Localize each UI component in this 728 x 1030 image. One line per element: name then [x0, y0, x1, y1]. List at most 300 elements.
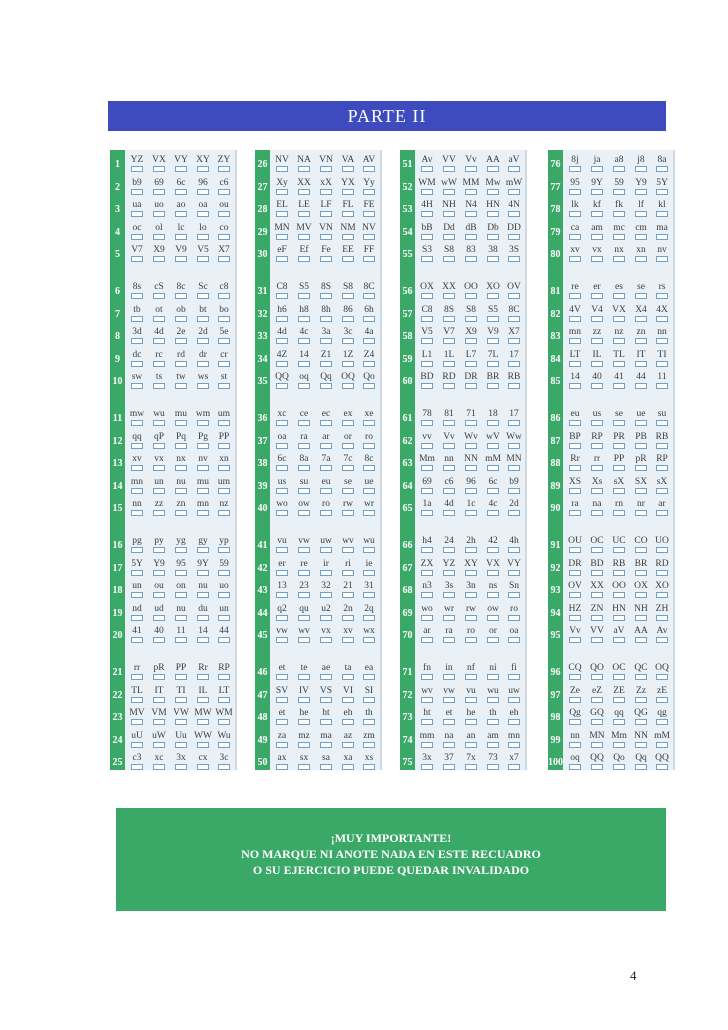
answer-checkbox[interactable]	[218, 383, 230, 389]
answer-checkbox[interactable]	[656, 383, 668, 389]
answer-checkbox[interactable]	[276, 420, 288, 426]
answer-checkbox[interactable]	[656, 615, 668, 621]
answer-checkbox[interactable]	[569, 338, 581, 344]
answer-checkbox[interactable]	[421, 316, 433, 322]
answer-checkbox[interactable]	[613, 615, 625, 621]
answer-checkbox[interactable]	[153, 637, 165, 643]
answer-checkbox[interactable]	[465, 234, 477, 240]
answer-checkbox[interactable]	[569, 570, 581, 576]
answer-checkbox[interactable]	[276, 211, 288, 217]
answer-checkbox[interactable]	[591, 547, 603, 553]
answer-checkbox[interactable]	[131, 293, 143, 299]
answer-checkbox[interactable]	[591, 338, 603, 344]
answer-checkbox[interactable]	[131, 637, 143, 643]
answer-checkbox[interactable]	[363, 443, 375, 449]
answer-checkbox[interactable]	[569, 189, 581, 195]
answer-checkbox[interactable]	[218, 592, 230, 598]
answer-checkbox[interactable]	[465, 420, 477, 426]
answer-checkbox[interactable]	[656, 234, 668, 240]
answer-checkbox[interactable]	[443, 615, 455, 621]
answer-checkbox[interactable]	[342, 719, 354, 725]
answer-checkbox[interactable]	[276, 465, 288, 471]
answer-checkbox[interactable]	[569, 764, 581, 770]
answer-checkbox[interactable]	[131, 488, 143, 494]
answer-checkbox[interactable]	[508, 547, 520, 553]
answer-checkbox[interactable]	[298, 443, 310, 449]
answer-checkbox[interactable]	[218, 547, 230, 553]
answer-checkbox[interactable]	[131, 742, 143, 748]
answer-checkbox[interactable]	[175, 674, 187, 680]
answer-checkbox[interactable]	[298, 615, 310, 621]
answer-checkbox[interactable]	[487, 338, 499, 344]
answer-checkbox[interactable]	[635, 488, 647, 494]
answer-checkbox[interactable]	[591, 570, 603, 576]
answer-checkbox[interactable]	[421, 420, 433, 426]
answer-checkbox[interactable]	[635, 443, 647, 449]
answer-checkbox[interactable]	[591, 488, 603, 494]
answer-checkbox[interactable]	[218, 338, 230, 344]
answer-checkbox[interactable]	[363, 256, 375, 262]
answer-checkbox[interactable]	[656, 338, 668, 344]
answer-checkbox[interactable]	[656, 719, 668, 725]
answer-checkbox[interactable]	[153, 719, 165, 725]
answer-checkbox[interactable]	[320, 211, 332, 217]
answer-checkbox[interactable]	[635, 742, 647, 748]
answer-checkbox[interactable]	[298, 465, 310, 471]
answer-checkbox[interactable]	[569, 637, 581, 643]
answer-checkbox[interactable]	[363, 719, 375, 725]
answer-checkbox[interactable]	[569, 166, 581, 172]
answer-checkbox[interactable]	[635, 256, 647, 262]
answer-checkbox[interactable]	[421, 615, 433, 621]
answer-checkbox[interactable]	[175, 234, 187, 240]
answer-checkbox[interactable]	[421, 570, 433, 576]
answer-checkbox[interactable]	[508, 338, 520, 344]
answer-checkbox[interactable]	[591, 166, 603, 172]
answer-checkbox[interactable]	[569, 615, 581, 621]
answer-checkbox[interactable]	[298, 488, 310, 494]
answer-checkbox[interactable]	[508, 211, 520, 217]
answer-checkbox[interactable]	[613, 443, 625, 449]
answer-checkbox[interactable]	[465, 256, 477, 262]
answer-checkbox[interactable]	[421, 338, 433, 344]
answer-checkbox[interactable]	[487, 488, 499, 494]
answer-checkbox[interactable]	[508, 166, 520, 172]
answer-checkbox[interactable]	[175, 488, 187, 494]
answer-checkbox[interactable]	[613, 256, 625, 262]
answer-checkbox[interactable]	[591, 615, 603, 621]
answer-checkbox[interactable]	[131, 189, 143, 195]
answer-checkbox[interactable]	[298, 719, 310, 725]
answer-checkbox[interactable]	[218, 443, 230, 449]
answer-checkbox[interactable]	[342, 637, 354, 643]
answer-checkbox[interactable]	[218, 742, 230, 748]
answer-checkbox[interactable]	[342, 316, 354, 322]
answer-checkbox[interactable]	[298, 256, 310, 262]
answer-checkbox[interactable]	[153, 256, 165, 262]
answer-checkbox[interactable]	[613, 420, 625, 426]
answer-checkbox[interactable]	[342, 443, 354, 449]
answer-checkbox[interactable]	[487, 316, 499, 322]
answer-checkbox[interactable]	[591, 674, 603, 680]
answer-checkbox[interactable]	[487, 697, 499, 703]
answer-checkbox[interactable]	[465, 510, 477, 516]
answer-checkbox[interactable]	[298, 234, 310, 240]
answer-checkbox[interactable]	[613, 189, 625, 195]
answer-checkbox[interactable]	[342, 488, 354, 494]
answer-checkbox[interactable]	[276, 443, 288, 449]
answer-checkbox[interactable]	[635, 234, 647, 240]
answer-checkbox[interactable]	[342, 293, 354, 299]
answer-checkbox[interactable]	[175, 615, 187, 621]
answer-checkbox[interactable]	[635, 293, 647, 299]
answer-checkbox[interactable]	[131, 383, 143, 389]
answer-checkbox[interactable]	[508, 510, 520, 516]
answer-checkbox[interactable]	[656, 697, 668, 703]
answer-checkbox[interactable]	[421, 443, 433, 449]
answer-checkbox[interactable]	[197, 615, 209, 621]
answer-checkbox[interactable]	[656, 488, 668, 494]
answer-checkbox[interactable]	[443, 592, 455, 598]
answer-checkbox[interactable]	[175, 697, 187, 703]
answer-checkbox[interactable]	[443, 256, 455, 262]
answer-checkbox[interactable]	[591, 719, 603, 725]
answer-checkbox[interactable]	[363, 293, 375, 299]
answer-checkbox[interactable]	[613, 764, 625, 770]
answer-checkbox[interactable]	[320, 510, 332, 516]
answer-checkbox[interactable]	[320, 488, 332, 494]
answer-checkbox[interactable]	[342, 764, 354, 770]
answer-checkbox[interactable]	[569, 510, 581, 516]
answer-checkbox[interactable]	[591, 465, 603, 471]
answer-checkbox[interactable]	[342, 547, 354, 553]
answer-checkbox[interactable]	[153, 189, 165, 195]
answer-checkbox[interactable]	[635, 420, 647, 426]
answer-checkbox[interactable]	[276, 742, 288, 748]
answer-checkbox[interactable]	[465, 742, 477, 748]
answer-checkbox[interactable]	[131, 592, 143, 598]
answer-checkbox[interactable]	[153, 615, 165, 621]
answer-checkbox[interactable]	[218, 256, 230, 262]
answer-checkbox[interactable]	[175, 547, 187, 553]
answer-checkbox[interactable]	[569, 465, 581, 471]
answer-checkbox[interactable]	[298, 742, 310, 748]
answer-checkbox[interactable]	[197, 592, 209, 598]
answer-checkbox[interactable]	[131, 465, 143, 471]
answer-checkbox[interactable]	[342, 465, 354, 471]
answer-checkbox[interactable]	[363, 189, 375, 195]
answer-checkbox[interactable]	[276, 338, 288, 344]
answer-checkbox[interactable]	[487, 211, 499, 217]
answer-checkbox[interactable]	[175, 256, 187, 262]
answer-checkbox[interactable]	[465, 592, 477, 598]
answer-checkbox[interactable]	[656, 547, 668, 553]
answer-checkbox[interactable]	[487, 166, 499, 172]
answer-checkbox[interactable]	[175, 293, 187, 299]
answer-checkbox[interactable]	[443, 316, 455, 322]
answer-checkbox[interactable]	[591, 510, 603, 516]
answer-checkbox[interactable]	[569, 443, 581, 449]
answer-checkbox[interactable]	[421, 293, 433, 299]
answer-checkbox[interactable]	[363, 570, 375, 576]
answer-checkbox[interactable]	[487, 570, 499, 576]
answer-checkbox[interactable]	[175, 570, 187, 576]
answer-checkbox[interactable]	[175, 211, 187, 217]
answer-checkbox[interactable]	[298, 547, 310, 553]
answer-checkbox[interactable]	[342, 615, 354, 621]
answer-checkbox[interactable]	[320, 742, 332, 748]
answer-checkbox[interactable]	[591, 592, 603, 598]
answer-checkbox[interactable]	[175, 166, 187, 172]
answer-checkbox[interactable]	[131, 234, 143, 240]
answer-checkbox[interactable]	[613, 719, 625, 725]
answer-checkbox[interactable]	[342, 211, 354, 217]
answer-checkbox[interactable]	[591, 764, 603, 770]
answer-checkbox[interactable]	[508, 615, 520, 621]
answer-checkbox[interactable]	[218, 293, 230, 299]
answer-checkbox[interactable]	[635, 211, 647, 217]
answer-checkbox[interactable]	[197, 361, 209, 367]
answer-checkbox[interactable]	[656, 189, 668, 195]
answer-checkbox[interactable]	[342, 697, 354, 703]
answer-checkbox[interactable]	[465, 361, 477, 367]
answer-checkbox[interactable]	[131, 674, 143, 680]
answer-checkbox[interactable]	[276, 547, 288, 553]
answer-checkbox[interactable]	[421, 189, 433, 195]
answer-checkbox[interactable]	[153, 764, 165, 770]
answer-checkbox[interactable]	[342, 570, 354, 576]
answer-checkbox[interactable]	[342, 383, 354, 389]
answer-checkbox[interactable]	[218, 166, 230, 172]
answer-checkbox[interactable]	[443, 234, 455, 240]
answer-checkbox[interactable]	[175, 361, 187, 367]
answer-checkbox[interactable]	[197, 742, 209, 748]
answer-checkbox[interactable]	[421, 383, 433, 389]
answer-checkbox[interactable]	[635, 674, 647, 680]
answer-checkbox[interactable]	[153, 166, 165, 172]
answer-checkbox[interactable]	[131, 547, 143, 553]
answer-checkbox[interactable]	[487, 615, 499, 621]
answer-checkbox[interactable]	[443, 488, 455, 494]
answer-checkbox[interactable]	[363, 420, 375, 426]
answer-checkbox[interactable]	[342, 742, 354, 748]
answer-checkbox[interactable]	[508, 361, 520, 367]
answer-checkbox[interactable]	[591, 637, 603, 643]
answer-checkbox[interactable]	[443, 674, 455, 680]
answer-checkbox[interactable]	[131, 697, 143, 703]
answer-checkbox[interactable]	[508, 234, 520, 240]
answer-checkbox[interactable]	[153, 293, 165, 299]
answer-checkbox[interactable]	[591, 234, 603, 240]
answer-checkbox[interactable]	[508, 637, 520, 643]
answer-checkbox[interactable]	[175, 338, 187, 344]
answer-checkbox[interactable]	[613, 383, 625, 389]
answer-checkbox[interactable]	[613, 316, 625, 322]
answer-checkbox[interactable]	[218, 488, 230, 494]
answer-checkbox[interactable]	[276, 234, 288, 240]
answer-checkbox[interactable]	[298, 383, 310, 389]
answer-checkbox[interactable]	[443, 510, 455, 516]
answer-checkbox[interactable]	[487, 293, 499, 299]
answer-checkbox[interactable]	[656, 361, 668, 367]
answer-checkbox[interactable]	[613, 674, 625, 680]
answer-checkbox[interactable]	[320, 719, 332, 725]
answer-checkbox[interactable]	[153, 488, 165, 494]
answer-checkbox[interactable]	[591, 361, 603, 367]
answer-checkbox[interactable]	[276, 316, 288, 322]
answer-checkbox[interactable]	[298, 420, 310, 426]
answer-checkbox[interactable]	[298, 674, 310, 680]
answer-checkbox[interactable]	[320, 293, 332, 299]
answer-checkbox[interactable]	[421, 465, 433, 471]
answer-checkbox[interactable]	[591, 256, 603, 262]
answer-checkbox[interactable]	[635, 361, 647, 367]
answer-checkbox[interactable]	[276, 764, 288, 770]
answer-checkbox[interactable]	[197, 547, 209, 553]
answer-checkbox[interactable]	[487, 443, 499, 449]
answer-checkbox[interactable]	[656, 293, 668, 299]
answer-checkbox[interactable]	[487, 420, 499, 426]
answer-checkbox[interactable]	[218, 719, 230, 725]
answer-checkbox[interactable]	[363, 592, 375, 598]
answer-checkbox[interactable]	[320, 189, 332, 195]
answer-checkbox[interactable]	[613, 488, 625, 494]
answer-checkbox[interactable]	[298, 764, 310, 770]
answer-checkbox[interactable]	[298, 592, 310, 598]
answer-checkbox[interactable]	[569, 674, 581, 680]
answer-checkbox[interactable]	[153, 443, 165, 449]
answer-checkbox[interactable]	[276, 570, 288, 576]
answer-checkbox[interactable]	[363, 316, 375, 322]
answer-checkbox[interactable]	[342, 189, 354, 195]
answer-checkbox[interactable]	[487, 592, 499, 598]
answer-checkbox[interactable]	[487, 510, 499, 516]
answer-checkbox[interactable]	[487, 742, 499, 748]
answer-checkbox[interactable]	[421, 592, 433, 598]
answer-checkbox[interactable]	[656, 674, 668, 680]
answer-checkbox[interactable]	[591, 443, 603, 449]
answer-checkbox[interactable]	[465, 570, 477, 576]
answer-checkbox[interactable]	[635, 166, 647, 172]
answer-checkbox[interactable]	[218, 189, 230, 195]
answer-checkbox[interactable]	[465, 547, 477, 553]
answer-checkbox[interactable]	[363, 488, 375, 494]
answer-checkbox[interactable]	[569, 234, 581, 240]
answer-checkbox[interactable]	[153, 211, 165, 217]
answer-checkbox[interactable]	[656, 742, 668, 748]
answer-checkbox[interactable]	[131, 764, 143, 770]
answer-checkbox[interactable]	[320, 420, 332, 426]
answer-checkbox[interactable]	[342, 510, 354, 516]
answer-checkbox[interactable]	[197, 293, 209, 299]
answer-checkbox[interactable]	[443, 293, 455, 299]
answer-checkbox[interactable]	[363, 234, 375, 240]
answer-checkbox[interactable]	[465, 189, 477, 195]
answer-checkbox[interactable]	[656, 764, 668, 770]
answer-checkbox[interactable]	[465, 488, 477, 494]
answer-checkbox[interactable]	[443, 697, 455, 703]
answer-checkbox[interactable]	[197, 465, 209, 471]
answer-checkbox[interactable]	[569, 383, 581, 389]
answer-checkbox[interactable]	[320, 465, 332, 471]
answer-checkbox[interactable]	[656, 637, 668, 643]
answer-checkbox[interactable]	[342, 420, 354, 426]
answer-checkbox[interactable]	[131, 166, 143, 172]
answer-checkbox[interactable]	[218, 211, 230, 217]
answer-checkbox[interactable]	[421, 742, 433, 748]
answer-checkbox[interactable]	[197, 674, 209, 680]
answer-checkbox[interactable]	[363, 510, 375, 516]
answer-checkbox[interactable]	[197, 316, 209, 322]
answer-checkbox[interactable]	[218, 764, 230, 770]
answer-checkbox[interactable]	[131, 719, 143, 725]
answer-checkbox[interactable]	[218, 234, 230, 240]
answer-checkbox[interactable]	[153, 234, 165, 240]
answer-checkbox[interactable]	[487, 465, 499, 471]
answer-checkbox[interactable]	[635, 338, 647, 344]
answer-checkbox[interactable]	[131, 361, 143, 367]
answer-checkbox[interactable]	[443, 211, 455, 217]
answer-checkbox[interactable]	[320, 615, 332, 621]
answer-checkbox[interactable]	[656, 510, 668, 516]
answer-checkbox[interactable]	[298, 510, 310, 516]
answer-checkbox[interactable]	[635, 697, 647, 703]
answer-checkbox[interactable]	[508, 293, 520, 299]
answer-checkbox[interactable]	[298, 361, 310, 367]
answer-checkbox[interactable]	[613, 361, 625, 367]
answer-checkbox[interactable]	[421, 488, 433, 494]
answer-checkbox[interactable]	[175, 465, 187, 471]
answer-checkbox[interactable]	[465, 293, 477, 299]
answer-checkbox[interactable]	[363, 166, 375, 172]
answer-checkbox[interactable]	[465, 166, 477, 172]
answer-checkbox[interactable]	[443, 189, 455, 195]
answer-checkbox[interactable]	[443, 361, 455, 367]
answer-checkbox[interactable]	[465, 697, 477, 703]
answer-checkbox[interactable]	[363, 211, 375, 217]
answer-checkbox[interactable]	[443, 719, 455, 725]
answer-checkbox[interactable]	[656, 420, 668, 426]
answer-checkbox[interactable]	[342, 256, 354, 262]
answer-checkbox[interactable]	[320, 674, 332, 680]
answer-checkbox[interactable]	[487, 234, 499, 240]
answer-checkbox[interactable]	[320, 256, 332, 262]
answer-checkbox[interactable]	[276, 719, 288, 725]
answer-checkbox[interactable]	[569, 592, 581, 598]
answer-checkbox[interactable]	[276, 488, 288, 494]
answer-checkbox[interactable]	[487, 637, 499, 643]
answer-checkbox[interactable]	[298, 570, 310, 576]
answer-checkbox[interactable]	[197, 510, 209, 516]
answer-checkbox[interactable]	[591, 316, 603, 322]
answer-checkbox[interactable]	[218, 615, 230, 621]
answer-checkbox[interactable]	[613, 166, 625, 172]
answer-checkbox[interactable]	[131, 256, 143, 262]
answer-checkbox[interactable]	[613, 697, 625, 703]
answer-checkbox[interactable]	[465, 674, 477, 680]
answer-checkbox[interactable]	[197, 764, 209, 770]
answer-checkbox[interactable]	[131, 338, 143, 344]
answer-checkbox[interactable]	[342, 338, 354, 344]
answer-checkbox[interactable]	[465, 615, 477, 621]
answer-checkbox[interactable]	[175, 764, 187, 770]
answer-checkbox[interactable]	[569, 293, 581, 299]
answer-checkbox[interactable]	[276, 293, 288, 299]
answer-checkbox[interactable]	[613, 510, 625, 516]
answer-checkbox[interactable]	[131, 443, 143, 449]
answer-checkbox[interactable]	[363, 383, 375, 389]
answer-checkbox[interactable]	[613, 592, 625, 598]
